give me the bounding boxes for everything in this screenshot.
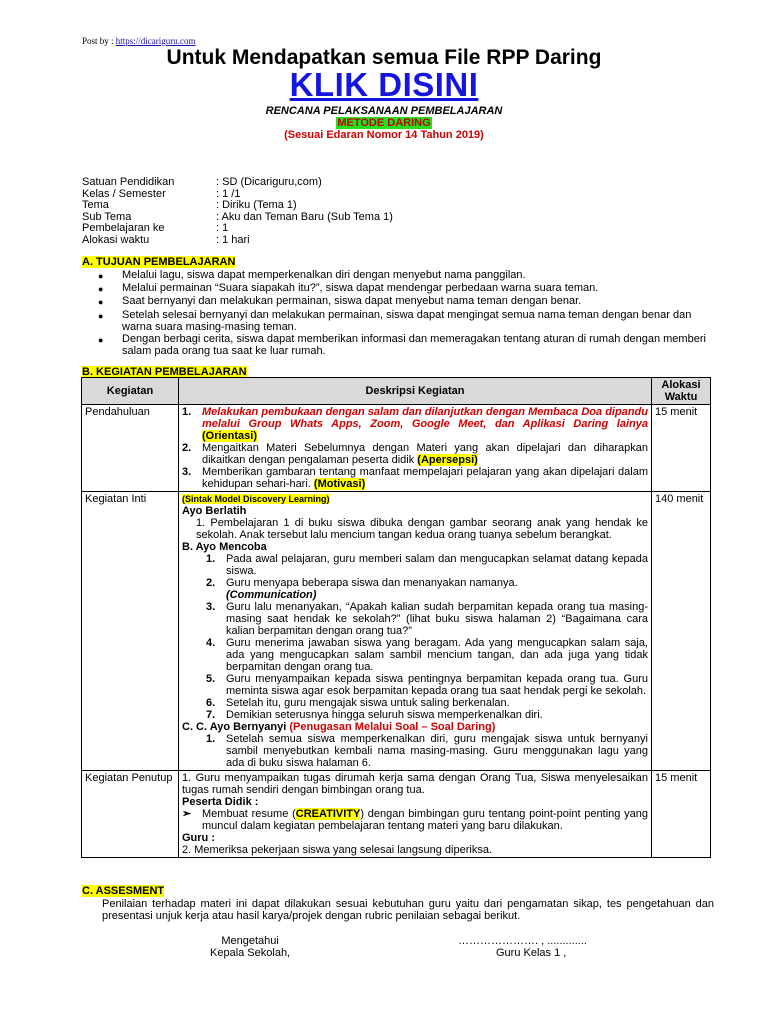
row-label: Pendahuluan <box>82 405 179 492</box>
item-text: Guru menerima jawaban siswa yang beragam. Ada yang mengucapkan salam saja, ada yang mengucapkan salam sambil mencium tangan, dan ada juga yang tidak berpamitan dengan orang tua. <box>226 637 648 673</box>
post-by-label: Post by : <box>82 36 116 46</box>
row-description <box>179 771 652 858</box>
penutup-item-2: 2. Memeriksa pekerjaan siswa yang selesai langsung diperiksa. <box>182 844 492 856</box>
list-item <box>182 466 648 490</box>
identity-row <box>82 235 393 247</box>
list-item-text: Melalui permainan “Suara siapakah itu?”, siswa dapat mendengar perbedaan warna suara teman. <box>122 282 599 295</box>
section-c-heading <box>82 885 164 897</box>
klik-disini-link[interactable]: KLIK DISINI <box>289 66 479 103</box>
identity-value: : 1 <box>216 222 229 235</box>
resume-pre: Membuat resume ( <box>202 808 296 820</box>
ayo-bernyanyi-heading <box>182 721 648 733</box>
headline: Untuk Mendapatkan semua File RPP Daring <box>166 46 602 69</box>
row-description <box>179 405 652 492</box>
section-a-heading <box>82 256 235 268</box>
bullet-icon: ● <box>98 310 104 321</box>
row-description <box>179 492 652 771</box>
identity-label: Kelas / Semester <box>82 187 166 200</box>
item-text: Pada awal pelajaran, guru memberi salam dan mengucapkan selamat datang kepada siswa. <box>226 553 648 577</box>
guru-label: Guru : <box>182 832 215 844</box>
list-item-text: Setelah selesai bernyanyi dan melakukan permainan, siswa dapat mengingat semua nama teman dengan benar dan warna suara masing-masing teman. <box>122 308 692 333</box>
identity-label: Pembelajaran ke <box>82 222 165 235</box>
signature-left-line2: Kepala Sekolah, <box>210 947 291 959</box>
table-row-pendahuluan <box>82 405 711 492</box>
section-b-heading-text: B. KEGIATAN PEMBELAJARAN <box>82 366 247 378</box>
list-item <box>206 553 648 577</box>
header-alokasi: Alokasi Waktu <box>652 378 711 405</box>
identity-block <box>82 177 393 247</box>
header-deskripsi: Deskripsi Kegiatan <box>179 378 652 405</box>
list-item-text: Melalui lagu, siswa dapat memperkenalkan diri dengan menyebut nama panggilan. <box>122 269 526 281</box>
item-number: 2. <box>206 577 216 589</box>
bullet-icon: ● <box>98 271 104 281</box>
list-item-text: Saat bernyanyi dan melakukan permainan, siswa dapat menyebut nama teman dengan benar. <box>122 295 582 308</box>
list-item <box>182 808 648 832</box>
item-text <box>226 577 648 601</box>
edaran-note: (Sesuai Edaran Nomor 14 Tahun 2019) <box>284 129 484 141</box>
item-tag: (Communication) <box>226 589 317 601</box>
arrow-icon: ➢ <box>182 808 192 820</box>
identity-value: : Diriku (Tema 1) <box>216 199 297 212</box>
list-item <box>98 295 720 308</box>
post-by <box>82 36 196 46</box>
identity-row <box>82 177 393 189</box>
list-item <box>206 733 648 769</box>
table-header-row <box>82 378 711 405</box>
table-row-penutup <box>82 771 711 858</box>
identity-value: : 1 hari <box>216 233 250 246</box>
list-item <box>98 282 720 295</box>
item-number: 1. <box>182 406 192 418</box>
list-item <box>206 601 648 637</box>
row-label: Kegiatan Inti <box>82 492 179 771</box>
resume-text <box>202 808 648 832</box>
identity-label: Sub Tema <box>82 210 132 223</box>
table-row-inti <box>82 492 711 771</box>
item-body: Memberikan gambaran tentang manfaat mempelajari pelajaran yang akan dipelajari dalam kehidupan sehari-hari. <box>202 466 648 490</box>
item-text: Guru lalu menanyakan, “Apakah kalian sudah berpamitan kepada orang tua masing-masing saat hendak ke sekolah?” (lihat buku siswa halaman 2) “Bagaimana cara kalian berpamitan dengan orang tua?” <box>226 601 648 637</box>
signature-right-line1: …………………. , ............. <box>458 935 587 947</box>
item-number: 5. <box>206 673 216 685</box>
signature-left <box>210 935 290 959</box>
item-text: Setelah itu, guru mengajak siswa untuk saling berkenalan. <box>226 697 510 709</box>
objectives-list <box>98 269 720 357</box>
item-number: 6. <box>206 697 216 709</box>
sintak-text: (Sintak Model Discovery Learning) <box>182 494 330 504</box>
bernyanyi-tag: (Penugasan Melalui Soal – Soal Daring) <box>289 721 496 733</box>
item-text: Guru menyampaikan kepada siswa pentingnya berpamitan kepada orang tua. Guru meminta siswa agar esok berpamitan kepada orang tua saat hendak pergi ke sekolah. <box>226 673 648 697</box>
item-number: 3. <box>182 466 192 478</box>
list-item <box>182 406 648 442</box>
item-number: 7. <box>206 709 216 721</box>
berlatih-item: 1. Pembelajaran 1 di buku siswa dibuka dengan gambar seorang anak yang hendak ke sekolah. Anak tersebut lalu mencium tangan kedua orang tuanya sebelum berangkat. <box>196 517 648 541</box>
identity-value: : 1 /1 <box>216 187 241 200</box>
metode-text: METODE DARING <box>337 117 431 129</box>
resume-post: ) dengan bimbingan guru tentang point-point penting yang muncul dalam kegiatan pembelajaran tentang materi yang baru dilakukan. <box>202 808 649 832</box>
item-text: Setelah semua siswa memperkenalkan diri, guru mengajak siswa untuk bernyanyi sambil menyebutkan kembali nama masing-masing. Guru menggunakan lagu yang ada di buku siswa halaman 6. <box>226 733 648 769</box>
bernyanyi-list <box>182 733 648 769</box>
list-item <box>206 637 648 673</box>
identity-label: Satuan Pendidikan <box>82 176 175 188</box>
item-text <box>202 466 648 490</box>
list-item <box>98 309 720 333</box>
list-item <box>206 577 648 601</box>
item-number: 2. <box>182 442 192 454</box>
item-tag: (Motivasi) <box>313 478 366 490</box>
item-body: Mengaitkan Materi Sebelumnya dengan Materi yang akan dipelajari dan diharapkan dikaitkan dengan pengalaman peserta didik <box>202 442 648 466</box>
signature-left-line1: Mengetahui <box>221 935 279 947</box>
signature-right-line2: Guru Kelas 1 , <box>496 947 567 959</box>
list-item <box>206 697 648 709</box>
item-text <box>202 406 648 442</box>
item-number: 1. <box>206 553 216 565</box>
ayo-berlatih-heading: Ayo Berlatih <box>182 505 247 517</box>
list-item <box>206 709 648 721</box>
ayo-mencoba-heading: B. Ayo Mencoba <box>182 541 267 553</box>
item-text <box>202 442 648 466</box>
mencoba-list <box>182 553 648 721</box>
list-item <box>206 673 648 697</box>
bullet-icon: ● <box>98 335 104 346</box>
list-item <box>98 333 720 357</box>
identity-value: : SD (Dicariguru,com) <box>216 176 322 188</box>
item-number: 3. <box>206 601 216 613</box>
bernyanyi-prefix: C. C. Ayo Bernyanyi <box>182 721 287 733</box>
activities-table <box>81 377 711 858</box>
list-item <box>182 442 648 466</box>
resume-tag: CREATIVITY <box>295 808 361 820</box>
row-label: Kegiatan Penutup <box>82 771 179 858</box>
header-kegiatan: Kegiatan <box>82 378 179 405</box>
list-item <box>98 269 720 282</box>
bullet-icon: ● <box>98 297 104 308</box>
list-item-text: Dengan berbagi cerita, siswa dapat memberikan informasi dan memeragakan tentang aturan di rumah dengan memberi salam pada orang tua saat ke luar rumah. <box>122 333 706 358</box>
item-number: 4. <box>206 637 216 649</box>
section-a-heading-text: A. TUJUAN PEMBELAJARAN <box>82 256 236 268</box>
item-text: Demikian seterusnya hingga seluruh siswa memperkenalkan diri. <box>226 709 543 721</box>
signature-right <box>458 935 587 959</box>
section-c-heading-text: C. ASSESMENT <box>82 885 165 897</box>
sintak-label <box>182 493 648 505</box>
item-number: 1. <box>206 733 216 745</box>
row-time: 140 menit <box>652 492 711 771</box>
metode-label <box>0 117 768 129</box>
item-body: Melakukan pembukaan dengan salam dan dilanjutkan dengan Membaca Doa dipandu melalui Group Whats Apps, Zoom, Google Meet, dan Aplikasi Daring lainya <box>202 406 648 430</box>
item-tag: (Orientasi) <box>202 430 258 442</box>
doc-title: RENCANA PELAKSANAAN PEMBELAJARAN <box>265 105 503 117</box>
item-body: Guru menyapa beberapa siswa dan menanyakan namanya. <box>226 577 518 589</box>
row-time: 15 menit <box>652 405 711 492</box>
identity-label: Alokasi waktu <box>82 233 150 246</box>
identity-value: : Aku dan Teman Baru (Sub Tema 1) <box>216 210 393 223</box>
item-tag: (Apersepsi) <box>417 454 478 466</box>
penutup-item-1: 1. Guru menyampaikan tugas dirumah kerja sama dengan Orang Tua, Siswa menyelesaikan tugas rumah sendiri dengan bimbingan orang tua. <box>182 772 648 796</box>
bullet-icon: ● <box>98 284 104 295</box>
peserta-label: Peserta Didik : <box>182 796 259 808</box>
post-by-link[interactable]: https://dicariguru.com <box>115 36 196 46</box>
assessment-text: Penilaian terhadap materi ini dapat dilakukan sesuai kebutuhan guru yaitu dari pengamatan sikap, tes pengetahuan dan presentasi unjuk kerja atau hasil karya/projek dengan rubric penilaian sebagai berikut. <box>102 898 714 922</box>
row-time: 15 menit <box>652 771 711 858</box>
identity-label: Tema <box>82 199 109 212</box>
